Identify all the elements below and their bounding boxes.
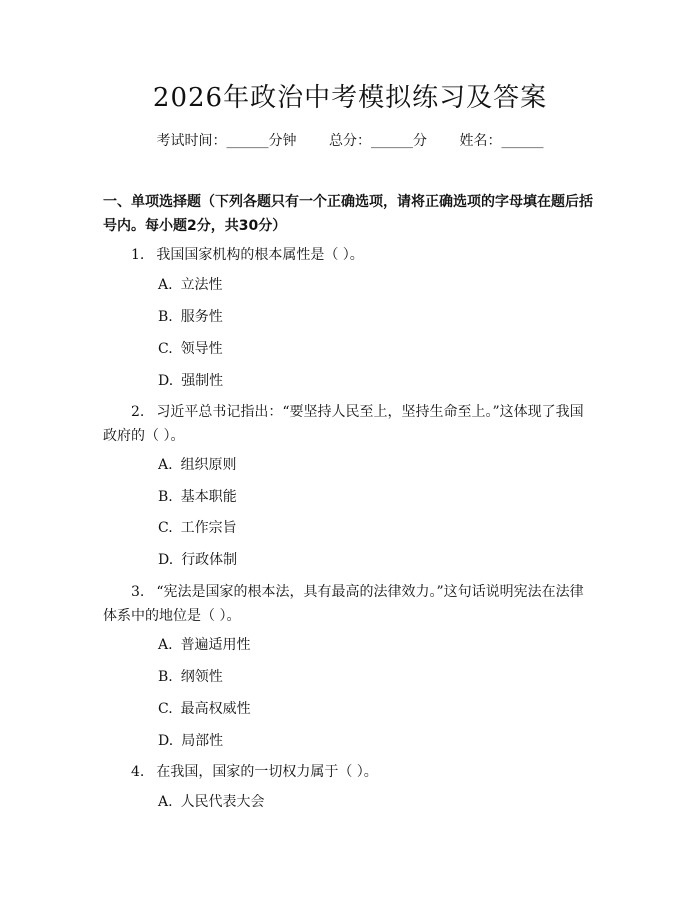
option-text: 纲领性 bbox=[180, 669, 223, 685]
question-1 bbox=[103, 243, 595, 267]
option-1d bbox=[158, 371, 223, 391]
exam-time: 考试时间：______分钟 bbox=[156, 133, 297, 149]
option-text: 工作宗旨 bbox=[180, 520, 237, 536]
page-title: 2026年政治中考模拟练习及答案 bbox=[152, 83, 548, 113]
option-text: 服务性 bbox=[180, 309, 223, 325]
option-label: D. bbox=[158, 733, 174, 749]
option-text: 最高权威性 bbox=[180, 701, 251, 717]
option-label: B. bbox=[158, 669, 173, 685]
option-2b bbox=[158, 487, 237, 507]
option-label: A. bbox=[158, 277, 173, 293]
question-number: 2. bbox=[131, 404, 145, 420]
option-3c bbox=[158, 699, 251, 719]
option-label: D. bbox=[158, 373, 174, 389]
question-text: “宪法是国家的根本法，具有最高的法律效力。”这句话说明宪法在法律体系中的地位是（ ）。 bbox=[103, 584, 584, 624]
option-text: 局部性 bbox=[181, 733, 224, 749]
option-label: C. bbox=[158, 520, 173, 536]
option-label: A. bbox=[158, 457, 173, 473]
option-1b bbox=[158, 307, 223, 327]
question-text: 在我国，国家的一切权力属于（ ）。 bbox=[156, 764, 378, 780]
question-text: 习近平总书记指出：“要坚持人民至上，坚持生命至上。”这体现了我国政府的（ ）。 bbox=[103, 404, 584, 444]
option-label: D. bbox=[158, 552, 174, 568]
question-4 bbox=[103, 760, 595, 784]
exam-name: 姓名：______ bbox=[459, 133, 544, 149]
option-1a bbox=[158, 275, 223, 295]
exam-meta bbox=[0, 131, 700, 151]
option-text: 组织原则 bbox=[180, 457, 237, 473]
exam-score: 总分：______分 bbox=[329, 133, 427, 149]
option-1c bbox=[158, 339, 223, 359]
option-text: 领导性 bbox=[180, 341, 223, 357]
option-label: B. bbox=[158, 489, 173, 505]
option-2a bbox=[158, 455, 237, 475]
question-number: 1. bbox=[131, 247, 145, 263]
question-text: 我国国家机构的根本属性是（ ）。 bbox=[156, 247, 364, 263]
option-label: C. bbox=[158, 701, 173, 717]
option-text: 强制性 bbox=[181, 373, 224, 389]
option-2d bbox=[158, 550, 237, 570]
option-label: C. bbox=[158, 341, 173, 357]
section-heading: 一、单项选择题（下列各题只有一个正确选项，请将正确选项的字母填在题后括号内。每小题2分，共30分） bbox=[103, 194, 593, 234]
option-text: 人民代表大会 bbox=[180, 794, 265, 810]
question-2 bbox=[103, 400, 595, 448]
option-text: 行政体制 bbox=[181, 552, 238, 568]
option-3a bbox=[158, 635, 251, 655]
option-label: B. bbox=[158, 309, 173, 325]
question-number: 3. bbox=[131, 584, 145, 600]
option-3d bbox=[158, 731, 223, 751]
option-text: 基本职能 bbox=[180, 489, 237, 505]
option-text: 普遍适用性 bbox=[180, 637, 251, 653]
option-text: 立法性 bbox=[180, 277, 223, 293]
option-3b bbox=[158, 667, 223, 687]
option-2c bbox=[158, 518, 237, 538]
option-label: A. bbox=[158, 794, 173, 810]
option-4a bbox=[158, 792, 265, 812]
option-label: A. bbox=[158, 637, 173, 653]
question-number: 4. bbox=[131, 764, 145, 780]
question-3 bbox=[103, 580, 595, 628]
